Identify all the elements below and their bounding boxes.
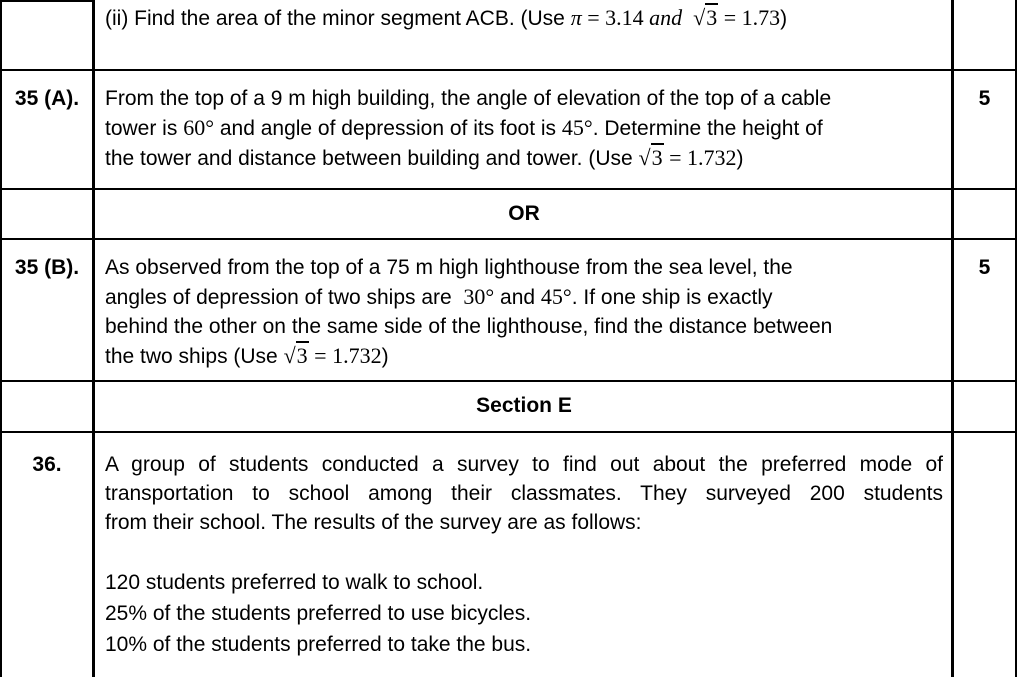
sqrt-expression: √3 [638,145,663,170]
marks-cell [951,190,1015,238]
text-segment: transportation to school among their classmates. They surveyed 200 students [105,482,943,505]
section-header-label: Section E [476,394,572,417]
math-segment: 45° [561,115,593,140]
question-number: 36. [32,453,62,476]
text-segment: from their school. The results of the survey are as follows: [105,511,642,534]
math-segment [682,5,693,30]
table-row-continuation [2,0,1015,71]
question-text-cell [95,0,951,69]
text-segment: 120 students preferred to walk to school. [105,571,484,594]
math-segment: = 1.732 [663,145,737,170]
question-text-cell [95,433,951,677]
math-segment: 60° [183,115,214,140]
marks-cell [951,240,1015,380]
math-segment: = 3.14 [581,5,650,30]
text-segment: behind the other on the same side of the lighthouse, find the distance between [105,315,833,338]
text-segment: angles of depression of two ships are [105,286,464,309]
table-row-q35a [2,71,1015,190]
question-text-cell [95,240,951,380]
text-segment: and angle of depression of its foot is [214,117,562,140]
text-segment: ) [381,345,389,368]
or-divider-cell [95,190,951,238]
text-segment: A group of students conducted a survey to find out about the preferred mode of [105,453,943,476]
math-segment: and [649,5,683,30]
table-row-q36 [2,433,1015,677]
math-segment: = 1.732 [308,343,382,368]
marks-cell [951,382,1015,431]
table-row-q35b [2,240,1015,382]
text-segment: the two ships (Use [105,345,284,368]
marks-value: 5 [978,87,991,110]
text-segment: ) [780,7,788,30]
math-segment: 30° [463,284,495,309]
text-segment: . If one ship is exactly [571,286,773,309]
text-segment: (ii) Find the area of the minor segment ACB. (Use [105,7,571,30]
math-segment: = 1.73 [718,5,781,30]
question-number-cell [2,71,95,188]
sqrt-expression: √3 [283,343,308,368]
marks-cell [951,0,1015,69]
question-text-cell [95,71,951,188]
marks-cell [951,71,1015,188]
table-border-fragment [2,0,95,2]
text-segment: ) [736,147,744,170]
text-segment: From the top of a 9 m high building, the angle of elevation of the top of a cable [105,87,832,110]
question-number: 35 (A). [14,87,80,110]
text-segment: tower is [105,117,184,140]
question-number-cell [2,240,95,380]
text-segment: and [494,286,541,309]
question-number-cell [2,190,95,238]
text-segment: 10% of the students preferred to take the bus. [105,633,532,656]
or-divider-label: OR [508,202,540,225]
table-row-section-header [2,382,1015,433]
question-number-cell [2,433,95,677]
text-segment: the tower and distance between building and tower. (Use [105,147,639,170]
text-segment: As observed from the top of a 75 m high lighthouse from the sea level, the [105,256,793,279]
marks-value: 5 [978,256,991,279]
question-number-cell [2,0,95,69]
table-row-or-divider [2,190,1015,240]
sqrt-expression: √3 [693,5,718,30]
marks-cell [951,433,1015,677]
text-segment: 25% of the students preferred to use bicycles. [105,602,532,625]
survey-results-list [105,567,943,660]
math-segment: π [570,5,582,30]
section-header-cell [95,382,951,431]
math-segment: 45° [540,284,572,309]
question-number-cell [2,382,95,431]
text-segment: . Determine the height of [592,117,823,140]
question-paragraph [105,450,943,537]
question-number: 35 (B). [14,256,80,279]
